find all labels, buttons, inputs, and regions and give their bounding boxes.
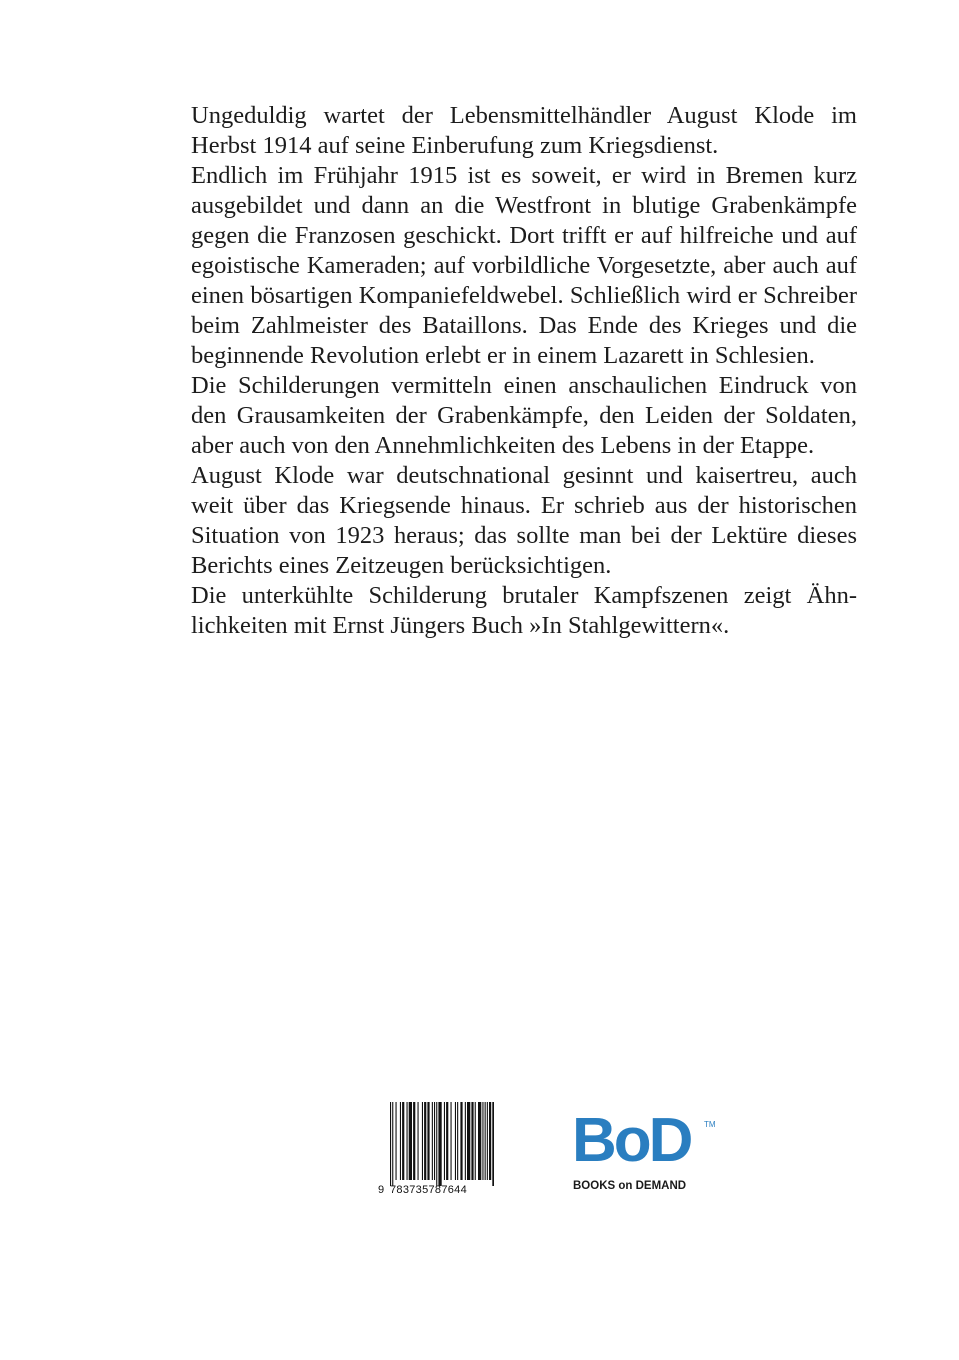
barcode-bar	[492, 1102, 494, 1186]
barcode-bar	[407, 1102, 408, 1180]
trademark-symbol: TM	[704, 1120, 716, 1129]
barcode-bar	[485, 1102, 486, 1180]
barcode-bar	[455, 1102, 456, 1180]
blurb-paragraph-3: Die Schilderungen vermitteln einen anschaulichen Eindruck von den Grausamkeiten der Grabenkämpfe, den Leiden der Soldaten, aber auch von den Annehmlichkeiten des Lebens in der Etappe.	[191, 372, 857, 459]
barcode-bar	[436, 1102, 437, 1186]
blurb-paragraph-5: Die unterkühlte Schilderung brutaler Kampfszenen zeigt Ähnlichkeiten mit Ernst Jüngers Buch »In Stahlgewittern«.	[191, 582, 857, 639]
isbn-lead-digit: 9	[378, 1184, 385, 1196]
barcode-bars	[390, 1102, 494, 1186]
isbn-digits: 783735787644	[390, 1184, 468, 1196]
barcode-bar	[487, 1102, 488, 1180]
barcode-bar	[489, 1102, 491, 1180]
barcode-bar	[467, 1102, 470, 1180]
barcode-bar	[438, 1102, 441, 1186]
barcode-bar	[478, 1102, 481, 1180]
barcode-bar	[434, 1102, 435, 1180]
barcode-bar	[482, 1102, 483, 1180]
barcode-bar	[424, 1102, 426, 1180]
barcode-bar	[427, 1102, 429, 1180]
barcode-bar	[396, 1102, 397, 1180]
barcode-bar	[418, 1102, 419, 1180]
barcode-bar	[422, 1102, 423, 1180]
barcode-bar	[475, 1102, 476, 1180]
back-cover-blurb	[191, 101, 857, 641]
barcode-bar	[409, 1102, 412, 1180]
blurb-paragraph-4: August Klode war deutschnational gesinnt und kaisertreu, auch weit über das Kriegsende hinaus. Er schrieb aus der historischen Situation von 1923 heraus; das sollte man bei der Lektüre dieses Berichts eines Zeitzeugen berücksichtigen.	[191, 462, 857, 579]
barcode-bar	[471, 1102, 473, 1180]
publisher-logo	[572, 1106, 722, 1196]
barcode-bar	[465, 1102, 466, 1180]
barcode-bar	[392, 1102, 393, 1186]
bod-logo-mark: BoD	[572, 1106, 691, 1175]
barcode-bar	[413, 1102, 415, 1180]
barcode-bar	[451, 1102, 452, 1180]
barcode-bar	[432, 1102, 433, 1180]
blurb-paragraph-2: Endlich im Frühjahr 1915 ist es soweit, er wird in Bremen kurz ausgebildet und dann an die Westfront in blutige Grabenkämpfe gegen die Franzosen geschickt. Dort trifft er auf hilfreiche und auf egoistische Kameraden; auf vorbildliche Vorgesetzte, aber auch auf einen bösartigen Kompaniefeldwebel. Schließlich wird er Schreiber beim Zahlmeister des Bataillons. Das Ende des Krieges und die beginnende Revolution erlebt er in einem Lazarett in Schlesien.	[191, 162, 857, 369]
blurb-paragraph-1: Ungeduldig wartet der Lebensmittelhändler August Klode im Herbst 1914 auf seine Einberufung zum Kriegsdienst.	[191, 102, 857, 159]
barcode-bar	[444, 1102, 445, 1180]
barcode-bar	[390, 1102, 391, 1186]
barcode-bar	[457, 1102, 458, 1180]
barcode-bar	[460, 1102, 462, 1180]
isbn-barcode	[378, 1100, 504, 1204]
barcode-bar	[400, 1102, 401, 1180]
barcode-bar	[402, 1102, 404, 1180]
publisher-tagline: BOOKS on DEMAND	[573, 1180, 687, 1192]
isbn-number	[378, 1184, 504, 1196]
barcode-bar	[446, 1102, 448, 1180]
